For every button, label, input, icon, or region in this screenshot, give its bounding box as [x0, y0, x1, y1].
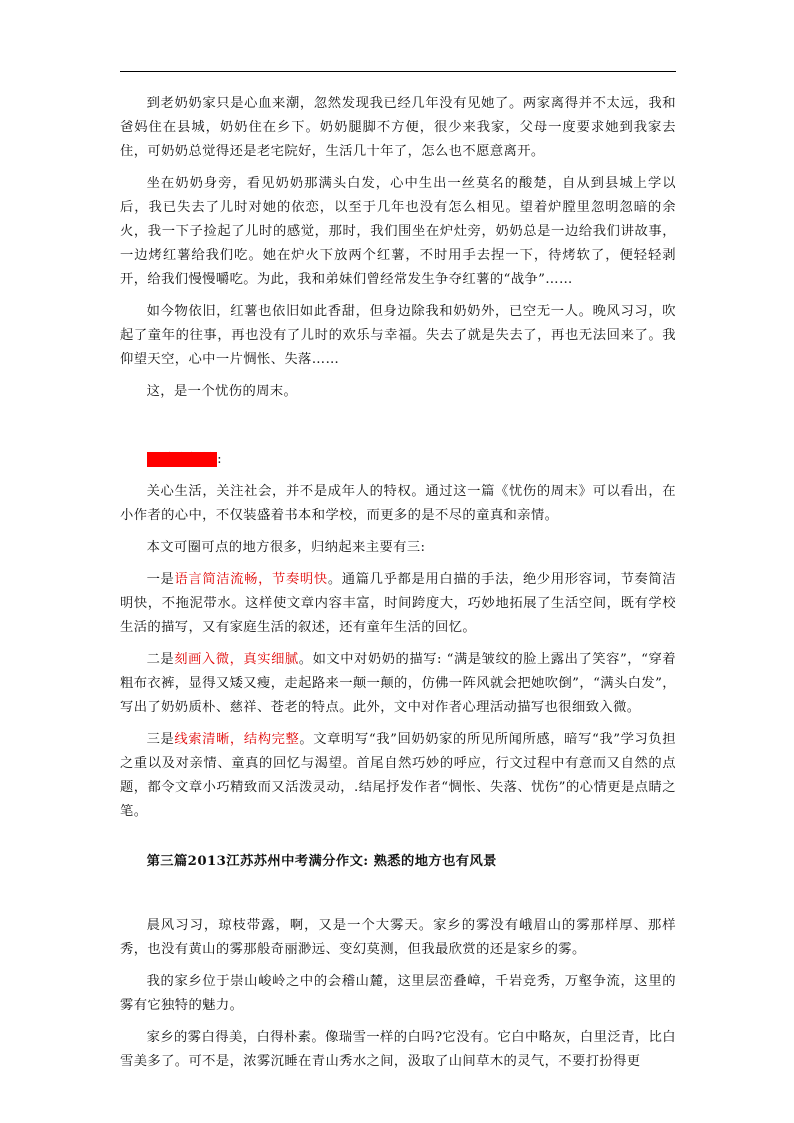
commentary-summary: 本文可圈可点的地方很多，归纳起来主要有三: [146, 540, 426, 555]
commentary-point-3 [120, 728, 676, 824]
point-prefix: 一是 [146, 572, 175, 587]
essay-paragraph: 我的家乡位于崇山峻岭之中的会稽山麓，这里层峦叠嶂，千岩竞秀，万壑争流，这里的雾有它独特的魅力。 [120, 974, 676, 1013]
essay-paragraph: 如今物依旧，红薯也依旧如此香甜，但身边除我和奶奶外，已空无一人。晚风习习，吹起了童年的往事，再也没有了儿时的欢乐与幸福。失去了就是失去了，再也无法回来了。我仰望天空，心中一片惆怅、失落…… [120, 304, 676, 367]
point-prefix: 三是 [146, 732, 175, 747]
essay-paragraph: 家乡的雾白得美，白得朴素。像瑞雪一样的白吗?它没有。它白中略灰，白里泛青，比白雪美多了。可不是，浓雾沉睡在青山秀水之间，汲取了山间草木的灵气，不要打扮得更 [120, 1030, 676, 1069]
point-prefix: 二是 [146, 652, 175, 667]
commentary-label-line [120, 448, 676, 472]
commentary-point-2 [120, 648, 676, 720]
essay-paragraph: 坐在奶奶身旁，看见奶奶那满头白发，心中生出一丝莫名的酸楚，自从到县城上学以后，我已失去了儿时对她的依恋，以至于几年也没有怎么相见。望着炉膛里忽明忽暗的余火，我一下子捡起了儿时的感觉，那时，我们围坐在炉灶旁，奶奶总是一边给我们讲故事，一边烤红薯给我们吃。她在炉火下放两个红薯，不时用手去捏一下，待烤软了，便轻轻剥开，给我们慢慢嚼吃。为此，我和弟妹们曾经常发生争夺红薯的“战争”…… [120, 176, 676, 287]
section-heading: 第三篇2013江苏苏州中考满分作文: 熟悉的地方也有风景 [146, 854, 497, 869]
point-highlight: 线索清晰，结构完整 [174, 732, 300, 747]
section-spacer [120, 412, 676, 448]
essay-paragraph: 到老奶奶家只是心血来潮，忽然发现我已经几年没有见她了。两家离得并不太远，我和爸妈住在县城，奶奶住在乡下。奶奶腿脚不方便，很少来我家，父母一度要求她到我家去住，可奶奶总觉得还是老宅院好，生活几十年了，怎么也不愿意离开。 [120, 96, 676, 159]
point-highlight: 语言简洁流畅，节奏明快 [174, 572, 328, 587]
point-highlight: 刻画入微，真实细腻 [174, 652, 299, 667]
essay-paragraph: 晨风习习，琼枝带露，啊，又是一个大雾天。家乡的雾没有峨眉山的雾那样厚、那样秀，也没有黄山的雾那般奇丽渺远、变幻莫测，但我最欣赏的还是家乡的雾。 [120, 918, 676, 957]
commentary-intro: 关心生活，关注社会，并不是成年人的特权。通过这一篇《忧伤的周末》可以看出，在小作者的心中，不仅装盛着书本和学校，而更多的是不尽的童真和亲情。 [120, 484, 676, 523]
commentary-label-suffix: : [217, 452, 222, 467]
section-spacer [120, 874, 676, 914]
point-text: 。通篇几乎都是用白描的手法，绝少用形容词，节奏简洁明快，不拖泥带水。这样使文章内容丰富，时间跨度大，巧妙地拓展了生活空间，既有学校生活的描写，又有家庭生活的叙述，还有童年生活的回忆。 [120, 572, 677, 635]
essay-paragraph: 这，是一个忧伤的周末。 [146, 384, 298, 399]
document-body [120, 92, 676, 1082]
commentary-point-1 [120, 568, 676, 640]
point-text: 。文章明写“我”回奶奶家的所见所闻所感，暗写“我”学习负担之重以及对亲情、童真的回忆与渴望。首尾自然巧妙的呼应，行文过程中有意而又自然的点题，都令文章小巧精致而又活泼灵动，.结尾抒发作者“惆怅、失落、忧伤”的心情更是点睛之笔。 [120, 732, 676, 819]
header-rule [120, 71, 676, 72]
point-text: 。如文中对奶奶的描写: “满是皱纹的脸上露出了笑容”，“穿着粗布衣裤，显得又矮又瘦，走起路来一颠一颠的，仿佛一阵风就会把她吹倒”，“满头白发”，写出了奶奶质朴、慈祥、苍老的特点。此外，文中对作者心理活动描写也很细致入微。 [120, 652, 676, 715]
commentary-label: 得分点解读 [147, 452, 217, 467]
